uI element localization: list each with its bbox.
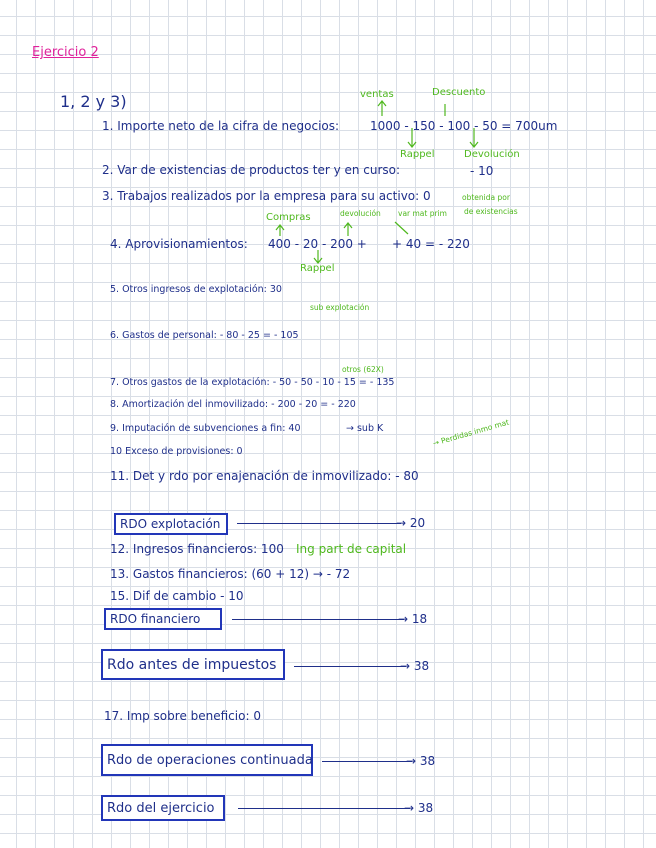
item-3-label: 3. Trabajos realizados por la empresa para su activo: 0 [102,189,431,203]
note-devolucion-2: devolución [340,209,381,218]
item-4-calc-2: + 40 = - 220 [392,237,470,251]
value-rdo-operaciones: → 38 [406,754,436,768]
item-17-label: 17. Imp sobre beneficio: 0 [104,709,261,723]
item-8-label: 8. Amortización del inmovilizado: - 200 - 20 = - 220 [110,399,356,410]
result-rdo-financiero: RDO financiero [104,608,222,630]
result-rdo-antes-impuestos: Rdo antes de impuestos [101,649,285,680]
item-1-calc: 1000 - 150 - 100 - 50 = 700um [370,119,558,133]
value-rdo-explotacion: → 20 [396,516,426,530]
item-9-label: 9. Imputación de subvenciones a fin: 40 [110,423,301,434]
result-rdo-explotacion: RDO explotación [114,513,228,535]
item-10-label: 10 Exceso de provisiones: 0 [110,446,243,457]
arrow-line-operaciones [322,761,412,762]
note-rappel-2: Rappel [300,263,335,274]
item-13-label: 13. Gastos financieros: (60 + 12) → - 72 [110,567,351,581]
item-4-calc: 400 - 20 - 200 + [268,237,367,251]
value-rdo-antes-impuestos: → 38 [400,659,430,673]
result-rdo-ejercicio: Rdo del ejercicio [101,795,225,821]
item-11-label: 11. Det y rdo por enajenación de inmovilizado: - 80 [110,469,419,483]
note-ventas: ventas [360,89,394,100]
item-9-arrow: → sub K [346,423,384,434]
item-6-label: 6. Gastos de personal: - 80 - 25 = - 105 [110,330,299,341]
arrow-line-ejercicio [238,808,410,809]
item-12-label: 12. Ingresos financieros: 100 [110,542,284,556]
note-descuento: Descuento [432,87,486,98]
note-devolucion: Devolución [464,149,520,160]
item-2-value: - 10 [470,164,494,178]
note-var-mat: var mat prim [398,209,447,218]
item-2-label: 2. Var de existencias de productos ter y en curso: [102,163,401,177]
note-perdidas: → Perdidas inmo mat [431,417,511,448]
item-15-label: 15. Dif de cambio - 10 [110,589,244,603]
item-7-label: 7. Otros gastos de la explotación: - 50 - 50 - 10 - 15 = - 135 [110,377,395,388]
note-otros: otros (62X) [342,365,384,374]
page-title: Ejercicio 2 [32,45,99,60]
note-sub-explotacion: sub explotación [310,303,370,312]
arrow-line-explotacion [237,523,401,524]
note-compras: Compras [266,212,311,223]
item-1-label: 1. Importe neto de la cifra de negocios: [102,119,340,133]
arrow-line-financiero [232,619,404,620]
value-rdo-ejercicio: → 38 [404,801,434,815]
note-obtenida: obtenida por [462,193,510,202]
item-12-note: Ing part de capital [296,542,407,556]
arrow-line-antes [294,666,406,667]
section-label: 1, 2 y 3) [60,92,127,111]
item-5-label: 5. Otros ingresos de explotación: 30 [110,284,282,295]
result-rdo-operaciones: Rdo de operaciones continuada [101,744,313,776]
value-rdo-financiero: → 18 [398,612,428,626]
item-4-label: 4. Aprovisionamientos: [110,237,248,251]
note-rappel: Rappel [400,149,435,160]
note-existencias: de existencias [464,207,518,216]
